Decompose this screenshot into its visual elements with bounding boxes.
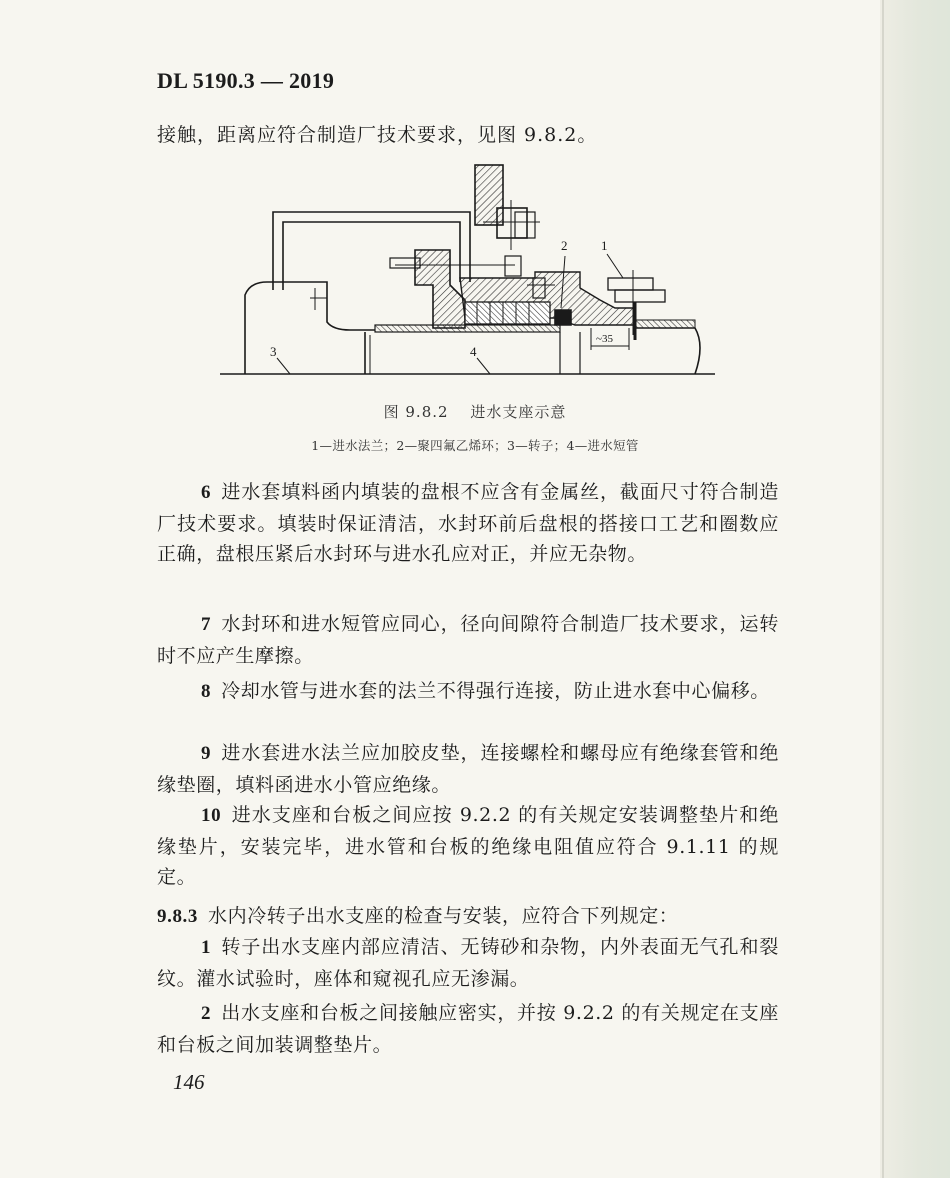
intro-text: 接触，距离应符合制造厂技术要求，见图 9.8.2。: [157, 124, 598, 146]
callout-2: 2: [561, 238, 568, 253]
document-code-header: DL 5190.3 — 2019: [157, 68, 335, 93]
paragraph-item-6: 6 进水套填料函内填装的盘根不应含有金属丝，截面尺寸符合制造厂技术要求。填装时保证清洁，水封环前后盘根的搭接口工艺和圈数应正确，盘根压紧后水封环与进水孔应对正，并应无杂物。: [157, 481, 779, 565]
section-heading-9-8-3: 9.8.3 水内冷转子出水支座的检查与安装，应符合下列规定：: [157, 905, 679, 927]
page-edge: [880, 0, 950, 1178]
paragraph-item-10: 10 进水支座和台板之间应按 9.2.2 的有关规定安装调整垫片和绝缘垫片，安装完毕，进水管和台板的绝缘电阻值应符合 9.1.11 的规定。: [157, 804, 779, 888]
callout-3: 3: [270, 344, 277, 359]
figure-caption-number: 图 9.8.2: [383, 403, 449, 421]
water-inlet-support-diagram: [215, 160, 725, 390]
page-number: 146: [173, 1070, 205, 1094]
callout-4: 4: [470, 344, 477, 359]
paragraph-item-2: 2 出水支座和台板之间接触应密实，并按 9.2.2 的有关规定在支座和台板之间加装调整垫片。: [157, 1002, 779, 1056]
figure-legend: 1—进水法兰；2—聚四氟乙烯环；3—转子；4—进水短管: [311, 438, 639, 453]
paragraph-item-8: 8 冷却水管与进水套的法兰不得强行连接，防止进水套中心偏移。: [201, 680, 770, 702]
paragraph-item-7: 7 水封环和进水短管应同心，径向间隙符合制造厂技术要求，运转时不应产生摩擦。: [157, 613, 779, 667]
figure-caption-title: 进水支座示意: [470, 403, 567, 421]
paragraph-item-1: 1 转子出水支座内部应清洁、无铸砂和杂物，内外表面无气孔和裂纹。灌水试验时，座体和窥视孔应无渗漏。: [157, 936, 779, 990]
callout-1: 1: [601, 238, 608, 253]
dimension-label: ~35: [596, 333, 613, 345]
paragraph-item-9: 9 进水套进水法兰应加胶皮垫，连接螺栓和螺母应有绝缘套管和绝缘垫圈，填料函进水小管应绝缘。: [157, 742, 779, 796]
figure-caption: [0, 401, 950, 422]
